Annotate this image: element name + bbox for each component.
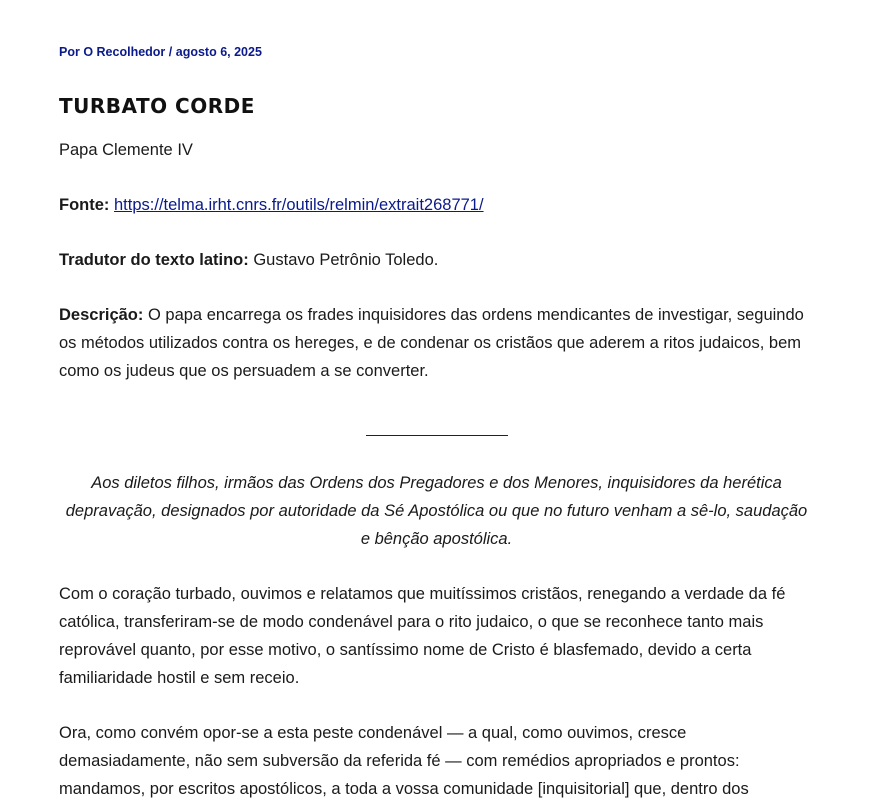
translator-name: Gustavo Petrônio Toledo. <box>253 251 439 269</box>
description-label: Descrição: <box>59 306 144 324</box>
meta-separator: / <box>168 45 173 59</box>
body-paragraph-2: Ora, como convém opor-se a esta peste condenável — a qual, como ouvimos, cresce demasiadamente, não sem subversão da referida fé — com remédios apropriados e prontos: mandamos, por escritos apostólicos, a toda a vossa comunidade [inquisitorial] que, dentro dos <box>59 724 749 798</box>
document-author: Papa Clemente IV <box>59 141 193 159</box>
description-paragraph <box>59 301 814 385</box>
page-title: TURBATO CORDE <box>59 94 255 118</box>
source-label: Fonte: <box>59 196 110 214</box>
meta-prefix: Por <box>59 45 80 59</box>
translator-label: Tradutor do texto latino: <box>59 251 249 269</box>
description-text: O papa encarrega os frades inquisidores das ordens mendicantes de investigar, seguindo os métodos utilizados contra os hereges, e de condenar os cristãos que aderem a ritos judaicos, bem como os judeus que os persuadem a se converter. <box>59 306 804 380</box>
salutation-paragraph: Aos diletos filhos, irmãos das Ordens dos Pregadores e dos Menores, inquisidores da herética depravação, designados por autoridade da Sé Apostólica ou que no futuro venham a sê-lo, saudação e bênção apostólica. <box>65 474 808 548</box>
source-line <box>59 191 814 219</box>
post-date: agosto 6, 2025 <box>175 45 262 59</box>
source-link[interactable]: https://telma.irht.cnrs.fr/outils/relmin/extrait268771/ <box>114 196 484 214</box>
author-link[interactable]: O Recolhedor <box>83 45 166 59</box>
section-divider <box>366 435 508 436</box>
translator-line <box>59 246 814 274</box>
post-meta <box>59 44 814 60</box>
body-paragraph-1: Com o coração turbado, ouvimos e relatamos que muitíssimos cristãos, renegando a verdade da fé católica, transferiram-se de modo condenável para o rito judaico, o que se reconhece tanto mais reprovável quanto, por esse motivo, o santíssimo nome de Cristo é blasfemado, devido a certa familiaridade hostil e sem receio. <box>59 585 786 687</box>
